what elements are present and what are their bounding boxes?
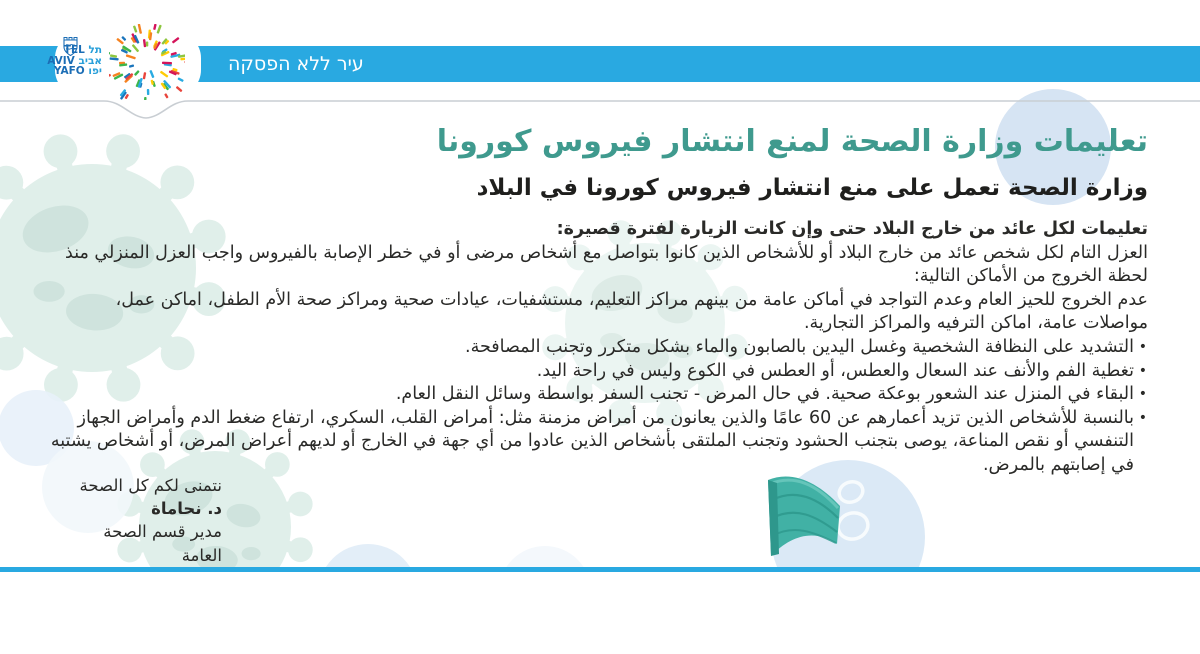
paragraph: عدم الخروج للحيز العام وعدم التواجد في أماكن عامة من بينهم مراكز التعليم، مستشفيات، عيادات صحية ومراكز صحة الأم الطفل، اماكن عمل، مواصلات عامة، اماكن الترفيه والمراكز التجارية. [115,289,1148,334]
circle-blob [318,544,418,644]
list-item: • البقاء في المنزل عند الشعور بوعكة صحية. في حال المرض - تجنب السفر بواسطة وسائل النقل العام. [46,383,1148,407]
confetti-burst-icon [109,24,185,100]
instructions-body [46,218,1148,478]
logo-line: תל TEL [63,44,102,56]
footer-line [0,567,1200,572]
mask-icon [756,466,886,570]
logo-line: יפו YAFO [53,65,102,77]
logo-line: אביב AVIV [47,54,102,67]
instructions-list [46,336,1148,478]
header-divider-curve [0,95,1200,125]
list-item: • تغطية الفم والأنف عند السعال والعطس، أو العطس في الكوع وليس في راحة اليد. [46,360,1148,384]
circle-blob [499,546,591,638]
signature-name: د. نحاماة [151,499,222,519]
page-title: تعليمات وزارة الصحة لمنع انتشار فيروس كورونا [436,124,1148,159]
city-tagline-text: עיר ללא הפסקה [228,53,364,75]
list-item: • التشديد على النظافة الشخصية وغسل اليدين بالصابون والماء بشكل متكرر وتجنب المصافحة. [46,336,1148,360]
signature-wish: نتمنى لكم كل الصحة [79,476,222,495]
paragraph: العزل التام لكل شخص عائد من خارج البلاد أو للأشخاص الذين كانوا بتواصل مع أشخاص مرضى أو في خطر الإصابة بالفيروس واجب العزل المنزلي منذ لحظة الخروج من الأماكن التالية: [65,242,1148,287]
list-item: • بالنسبة للأشخاص الذين تزيد أعمارهم عن 60 عامًا والذين يعانون من أمراض مزمنة مثل: أمراض القلب، السكري، ارتفاع ضغط الدم وأمراض الجهاز التنفسي أو نقص المناعة، يوصى بتجنب الحشود وتجنب الملتقى بأشخاص الذين عادوا من أي جهة في الخارج أو لديهم أعراض المرض، أو أشخاص يشتبه في إصابتهم بالمرض. [46,407,1148,478]
signature-block [58,474,222,567]
logo-wordmark [47,44,102,77]
page-subtitle: وزارة الصحة تعمل على منع انتشار فيروس كورونا في البلاد [476,175,1148,201]
intro-line: تعليمات لكل عائد من خارج البلاد حتى وإن كانت الزيارة لفترة قصيرة: [556,219,1148,239]
signature-role: مدير قسم الصحة العامة [103,522,222,565]
